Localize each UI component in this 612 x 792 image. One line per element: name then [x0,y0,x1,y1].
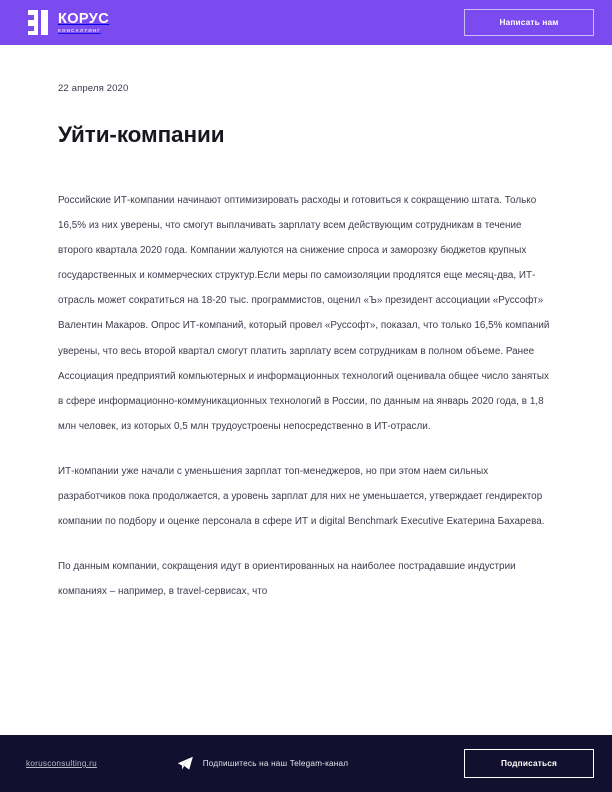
contact-us-button[interactable]: Написать нам [464,9,594,35]
brand-name: КОРУС [58,10,110,27]
article-date: 22 апреля 2020 [58,83,129,94]
footer-telegram-cta [97,756,464,771]
subscribe-button[interactable]: Подписаться [464,749,594,777]
brand-subtitle: КОНСАЛТИНГ [58,27,102,33]
article-body [58,188,554,604]
article-paragraph: По данным компании, сокращения идут в ориентированных на наиболее пострадавшие индустрии компаниях – например, в travel-сервисах, что [58,561,516,598]
site-header [0,0,612,45]
article-content [0,45,612,735]
site-footer [0,735,612,792]
brand-logo[interactable] [28,10,109,35]
brand-text [58,12,109,34]
article-paragraph: ИТ-компании уже начали с уменьшения зарплат топ-менеджеров, но при этом наем сильных разработчиков пока продолжается, а уровень зарплат для них не уменьшается, утверждает гендиректор компании по подбору и оценке персонала в сфере ИТ и digital Benchmark Executive Екатерина Бахарева. [58,465,545,528]
page-title: Уйти-компании [58,122,225,147]
article-paragraph: Российские ИТ-компании начинают оптимизировать расходы и готовиться к сокращению штата. Только 16,5% из них уверены, что смогут выплачивать зарплату всем действующим сотрудникам в течение второго квартала 2020 года. Компании жалуются на снижение спроса и заморозку бюджетов крупных государственных и коммерческих структур.Если меры по самоизоляции продлятся еще месяц-два, ИТ-отрасль может сократиться на 18-20 тыс. программистов, оценил «Ъ» президент ассоциации «Руссофт» Валентин Макаров. Опрос ИТ-компаний, который провел «Руссофт», показал, что только 16,5% компаний уверены, что весь второй квартал смогут платить зарплату всем сотрудникам в полном объеме. Ранее Ассоциация предприятий компьютерных и информационных технологий оценивала общее число занятых в сфере информационно-коммуникационных технологий в России, по данным на январь 2020 года, в 1,8 млн человек, из которых 0,5 млн трудоустроены непосредственно в ИТ-отрасли. [58,195,550,432]
korus-logo-icon [28,10,51,35]
telegram-paper-plane-icon [177,756,194,771]
footer-site-url[interactable]: korusconsulting.ru [26,759,97,768]
footer-cta-text: Подпишитесь на наш Telegam-канал [202,759,349,768]
